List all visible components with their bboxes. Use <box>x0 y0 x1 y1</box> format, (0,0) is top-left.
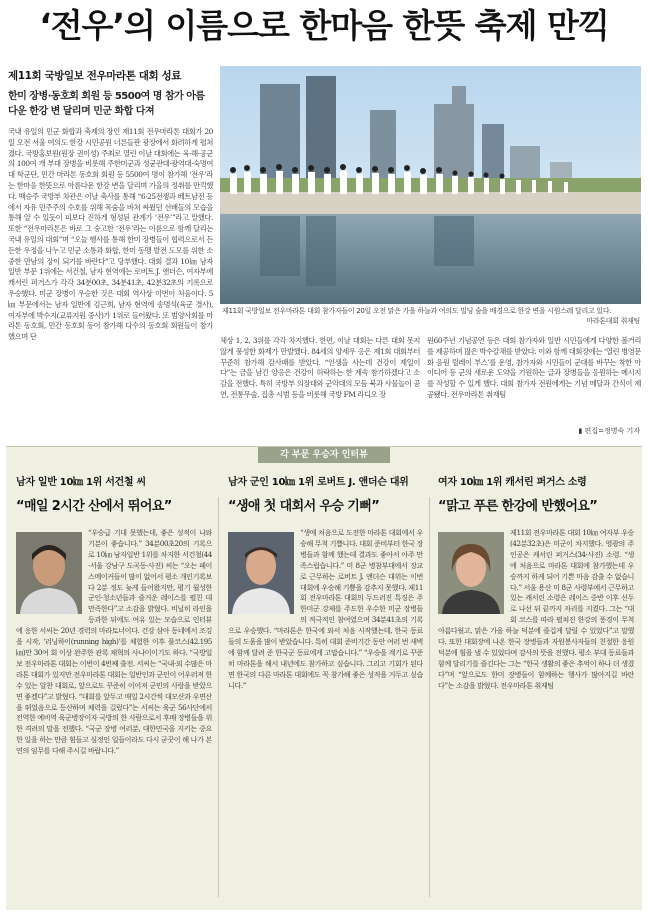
column-divider <box>218 497 219 897</box>
interview-panel <box>6 446 642 910</box>
column-divider <box>429 497 430 897</box>
interview-3-quote: “맑고 푸른 한강에 반했어요” <box>438 499 598 514</box>
interview-1 <box>16 495 212 907</box>
photo-caption <box>222 306 640 326</box>
interview-3-text: 제11회 전우마라톤 대회 10㎞ 여자부 우승(42분32초)은 미군이 차지했다. 영광의 주인공은 캐서린 퍼거스(34·사진) 소령. “생에 처음으로 마라톤 대회에 참가했는데 우승까지 하게 되어 기쁜 마음 감출 수 없습니다.” 서울 용산 미 8군 사령부에서 근무하고 있는 캐서린 소령은 레이스 중반 이후 선두로 나선 뒤 끝까지 자리를 지켰다. 그는 “대회 코스를 따라 펼쳐진 한강의 풍경이 무척 아름다웠고, 맑은 가을 하늘 덕분에 즐겁게 달릴 수 있었다”고 말했다. 또한 대회장에 나온 한국 장병들과 자원봉사자들의 친절한 응원 덕분에 힘을 낼 수 있었다며 감사의 뜻을 전했다. 평소 부대 동료들과 함께 달리기를 즐긴다는 그는 “한국 생활의 좋은 추억이 하나 더 생겼다”며 “앞으로도 한미 장병들이 함께하는 행사가 많아지길 바란다”는 소감을 밝혔다. 전우마라톤 취재팀 <box>438 528 634 690</box>
interview-2-portrait <box>228 532 294 614</box>
marathon-photo <box>220 66 641 304</box>
interview-3-title: 여자 10㎞ 1위 캐서린 퍼거스 소령 <box>438 477 587 488</box>
lead-deck: 한미 장병·동호회 회원 등 5500여 명 참가 아름다운 한강 변 달리며 민군 화합 다져 <box>8 91 205 117</box>
interview-1-text: “우승급 기대 못했는데, 좋은 성적이 나와 기분이 좋습니다.” 34분00초20의 기록으로 10㎞ 남자일반 1위를 차지한 서건철(44·서울 강남구 도곡동·사진) 씨는 “오는 페이스메이커들이 많이 없어서 평소 개인기록보다 2분 정도 늦게 들어왔지만, 평기 월성한 군인·청소년들과 즐거운 레이스를 펼친 데 만족한다”고 소감을 밝혔다. 비닐히 라인을 등과한 뒤에도 여유 있는 모습으로 인터뷰에 응한 서씨는 20년 경력의 마라토너이다. 건강 삼아 동네에서 조깅을 시작, ‘러닝하이(running high)’를 체험한 이후 풀코스(42.195㎞)만 30여 회 이상 완주한 관록 채혁의 사나이이기도 하다. “국방일보 전우마라톤 대회는 이번이 4번째 출전. 서씨는 “국내·외 수많은 마라톤 대회가 있지만 전우마라톤 대회는 일반인과 군인이 어우러져 한 수 있는 알찬 대회로, 앞으로도 꾸준히 이어져 군민의 사랑을 받았으면 좋겠다”고 밝혔다. “대회를 앞두고 매일 2시간씩 대모산과 우면산을 뛰었음으로 등산하며 체력을 길렀다”는 서씨는 육군 56사단에서 전역한 예비역 육군병장이자 국방의 한 사람으로서 후배 장병들을 위한 격려의 말을 전했다. “국군 장병 여러분, 대한민국을 지키는 중요한 일을 하는 만큼 힘들고 심정인 일들이라도 다시 굳꿋이 해 나가 본연의 임무를 다해 주시길 바랍니다.” <box>16 528 212 756</box>
interview-1-quote: “매일 2시간 산에서 뛰어요” <box>16 499 172 514</box>
interview-1-portrait <box>16 532 82 614</box>
photo-credit: 마라톤대회 취재팀 <box>586 317 640 325</box>
article-column-2: 체상 1, 2, 3위를 각각 차지했다. 한편, 이날 대회는 다른 대회 못지않게 풍성한 화제가 만발했다. 84세의 양세우 옹은 제1회 대회부터 꾸준히 참가해 감사패를 받았다. “인생을 사는데 건강이 제일이다”는 금을 남긴 양옹은 건강이 허락하는 한 계속 참가하겠다고 소감을 전했다. 특히 국방부 의장대와 군악대의 모듬 북과 사물놀이 공연, 전통무술, 집총 시범 등을 비롯해 국방 FM 라디오 장 <box>220 336 420 399</box>
interview-2-quote: “생애 첫 대회서 우승 기뻐” <box>228 499 380 514</box>
article-column-3: 원60주년 기념공연 등은 대회 참가자와 일반 시민들에게 다양한 볼거리를 제공하며 많은 박수갈채를 받았다. 이와 함께 대회장에는 ‘열린 병영문화 음원 릴레이 부스’를 운영, 참가자와 시민들이 군대를 바꾸는 착한 아이디어 등 군의 새로운 도약을 기원하는 글과 장병들을 응원하는 메시지를 작성할 수 있게 했다. 대회 참가자 전원에게는 기념 메달과 간식이 제공됐다. 전우마라톤 취재팀 <box>427 336 641 399</box>
marathon-photo-image <box>220 66 641 304</box>
photo-caption-text: 제11회 국방일보 전우마라톤 대회 참가자들이 20일 오전 맑은 가을 하늘과 여의도 빌딩 숲을 배경으로 한강 변을 시원스레 달리고 있다. <box>222 307 612 315</box>
page-headline: ‘전우’의 이름으로 한마음 한뜻 축제 만끽 <box>39 6 609 45</box>
interview-2-text: “생애 처음으로 도전한 마라톤 대회에서 우승해 무척 기쁩니다. 대회 준비부터 한국 장병들과 함께 했는데 결과도 좋아서 아주 만족스럽습니다.” 미 8군 병참부대에서 장교로 근무하는 로버트 J. 앤더슨 대위는 이번 대회에 우승해 기쁨을 감추지 못했다. 제11회 전우마라톤 대회의 두드러진 특징은 주한미군 강제를 주도한 우수한 미군 장병들의 적극적인 참여였으며 34분41초의 기록으로 우승했다. “마라톤은 한국에 와서 처음 시작했는데, 한국 동료들의 도움을 많이 받았습니다. 특히 대회 준비기간 동안 여러 번 새벽에 함께 달려 준 한국군 동료에게 고맙습니다.” “우승을 계기로 꾸준히 마라톤을 해서 내년에도 참가하고 싶습니다. 그리고 기회가 된다면 한국의 다른 마라톤 대회에도 꼭 참가해 좋은 성적을 거두고 싶습니다.” <box>228 528 423 690</box>
interview-panel-header: 각 부문 우승자 인터뷰 <box>258 447 390 463</box>
interview-3 <box>438 495 634 907</box>
lead-subtitle: 제11회 국방일보 전우마라톤 대회 성료 <box>8 70 181 82</box>
lead-body: 국내 유일의 민군 화합과 축제의 장인 제11회 전우마라톤 대회가 20일 오전 서울 여의도 한강 시민공원 너른들판 광장에서 화려하게 펼쳐졌다. 국방홍보원(원장 권이성) 주최로 열린 이날 대회에는 육·해·공군의 100여 개 부대 장병을 비롯해 주한미군과 성균관대·광역대·숙명여대 학군단, 민간 마라톤 동호회 회원 등 5500여 명이 참가해 ‘전우’라는 한마음 한뜻으로 아름다운 한강 변을 달리며 가을의 정취를 만끽했다. 백승주 국방부 차관은 이날 축사를 통해 “6·25전쟁과 베트남전 등에서 자유 민주주의 수호를 위해 목숨을 바쳐 싸웠던 선배들의 모습을 통해 알 수 있듯이 피보다 진하게 형성된 관계가 ‘전우’”라고 말했다. 또한 “전우마라톤은 바로 그 숭고한 ‘전우’라는 이름으로 함께 달리는 국내 유일의 대회”며 “오늘 행사를 통해 한미 장병들이 협력으로서 든든한 우정을 나누고 민군 소통과 화합, 한미 동맹 발전 도모를 위한 소중한 만남의 장이 되기를 바란다”고 당부했다. 대회 결과 10㎞ 남자 일반 부문 1위에는 서건철, 남자 현역에는 로버트 J. 앤더슨, 여자부에 캐서린 퍼거스가 각각 34분00초, 34분41초, 42분32초의 기록으로 우승했다. 미군 장병이 우승한 것은 대회 역사상 이번이 처음이다. 5㎞ 부문에서는 남자 일반에 김근희, 남자 현역에 송명석(육군 경사), 여자부에 박수지(교류지원 중사)가 1위로 들어왔다. 또 범양사회를 마라톤 동호회, 민간 동호회 등이 참가해 다수의 동호회 회원들이 참가했으며 단 <box>8 127 213 342</box>
editor-byline: ▮ 편집=정명숙 기자 <box>578 427 640 435</box>
interview-2 <box>228 495 423 907</box>
interview-3-portrait <box>438 532 504 614</box>
interview-1-title: 남자 일반 10㎞ 1위 서건철 씨 <box>16 477 146 488</box>
lead-article <box>8 68 213 499</box>
interview-2-title: 남자 군인 10㎞ 1위 로버트 J. 앤더슨 대위 <box>228 477 409 488</box>
